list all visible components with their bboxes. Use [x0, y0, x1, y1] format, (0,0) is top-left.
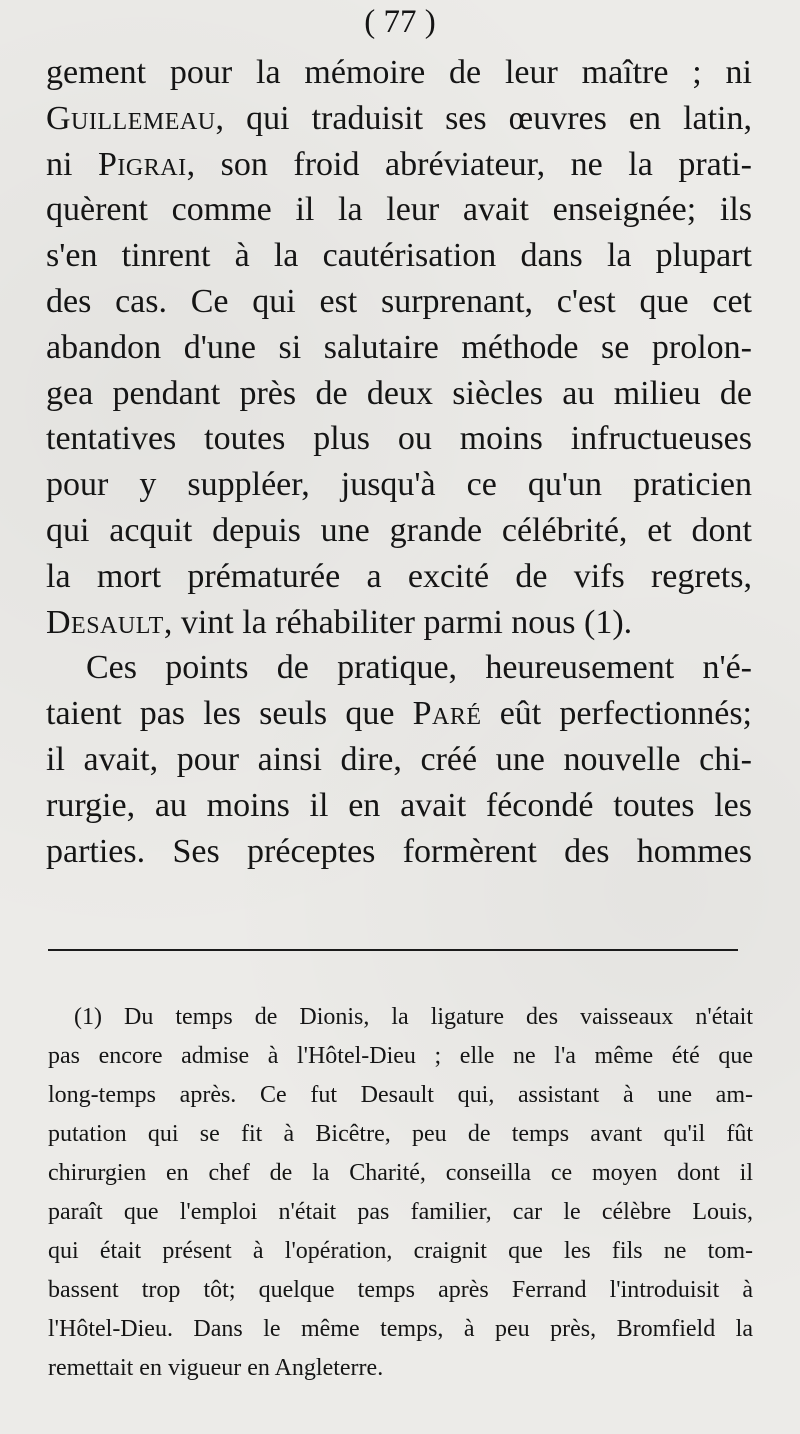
text-line: parties. Ses préceptes formèrent des hommes	[46, 832, 752, 870]
text-line: quèrent comme il la leur avait enseignée; ils	[46, 191, 752, 229]
text-line: tentatives toutes plus ou moins infructueuses	[46, 420, 752, 458]
name-desault: Desault	[46, 603, 164, 641]
text-line: Ces points de pratique, heureusement n'é-	[86, 649, 752, 687]
text-line: il avait, pour ainsi dire, créé une nouvelle chi-	[46, 740, 752, 778]
text-line: taient pas les seuls que Paré eût perfectionnés;	[46, 695, 753, 733]
text-line: s'en tinrent à la cautérisation dans la plupart	[46, 237, 752, 275]
text-line: rurgie, au moins il en avait fécondé toutes les	[46, 786, 752, 824]
text-line: la mort prématurée a excité de vifs regrets,	[46, 557, 752, 595]
footnote-line: long-temps après. Ce fut Desault qui, assistant à une am-	[48, 1082, 753, 1108]
text-line: Guillemeau, qui traduisit ses œuvres en latin,	[46, 99, 752, 137]
footnote-rule	[48, 949, 738, 951]
footnote-line: paraît que l'emploi n'était pas familier, car le célèbre Louis,	[48, 1199, 753, 1225]
text-line: des cas. Ce qui est surprenant, c'est que cet	[46, 282, 752, 320]
footnote-line: l'Hôtel-Dieu. Dans le même temps, à peu près, Bromfield la	[48, 1316, 753, 1342]
footnote	[48, 998, 753, 1388]
footnote-line: chirurgien en chef de la Charité, conseilla ce moyen dont il	[48, 1160, 753, 1186]
text-line: pour y suppléer, jusqu'à ce qu'un praticien	[46, 466, 752, 504]
footnote-line: (1) Du temps de Dionis, la ligature des vaisseaux n'était	[74, 1004, 753, 1030]
footnote-line: bassent trop tôt; quelque temps après Ferrand l'introduisit à	[48, 1277, 753, 1303]
name-pare: Paré	[412, 695, 482, 733]
text-line: Desault, vint la réhabiliter parmi nous (1).	[46, 603, 633, 641]
text-line: ni Pigrai, son froid abréviateur, ne la prati-	[46, 145, 752, 183]
name-pigrai: Pigrai	[98, 145, 187, 183]
footnote-line: putation qui se fit à Bicêtre, peu de temps avant qu'il fût	[48, 1121, 753, 1147]
name-guillemeau: Guillemeau	[46, 99, 216, 137]
footnote-line: pas encore admise à l'Hôtel-Dieu ; elle ne l'a même été que	[48, 1043, 753, 1069]
text-line: abandon d'une si salutaire méthode se prolon-	[46, 328, 752, 366]
text-line: gement pour la mémoire de leur maître ; ni	[46, 54, 752, 91]
main-text	[46, 50, 752, 874]
text-line: gea pendant près de deux siècles au milieu de	[46, 374, 752, 412]
footnote-line: remettait en vigueur en Angleterre.	[48, 1355, 384, 1381]
text-line: qui acquit depuis une grande célébrité, et dont	[46, 511, 752, 549]
page-number: ( 77 )	[364, 4, 436, 40]
footnote-line: qui était présent à l'opération, craignit que les fils ne tom-	[48, 1238, 753, 1264]
